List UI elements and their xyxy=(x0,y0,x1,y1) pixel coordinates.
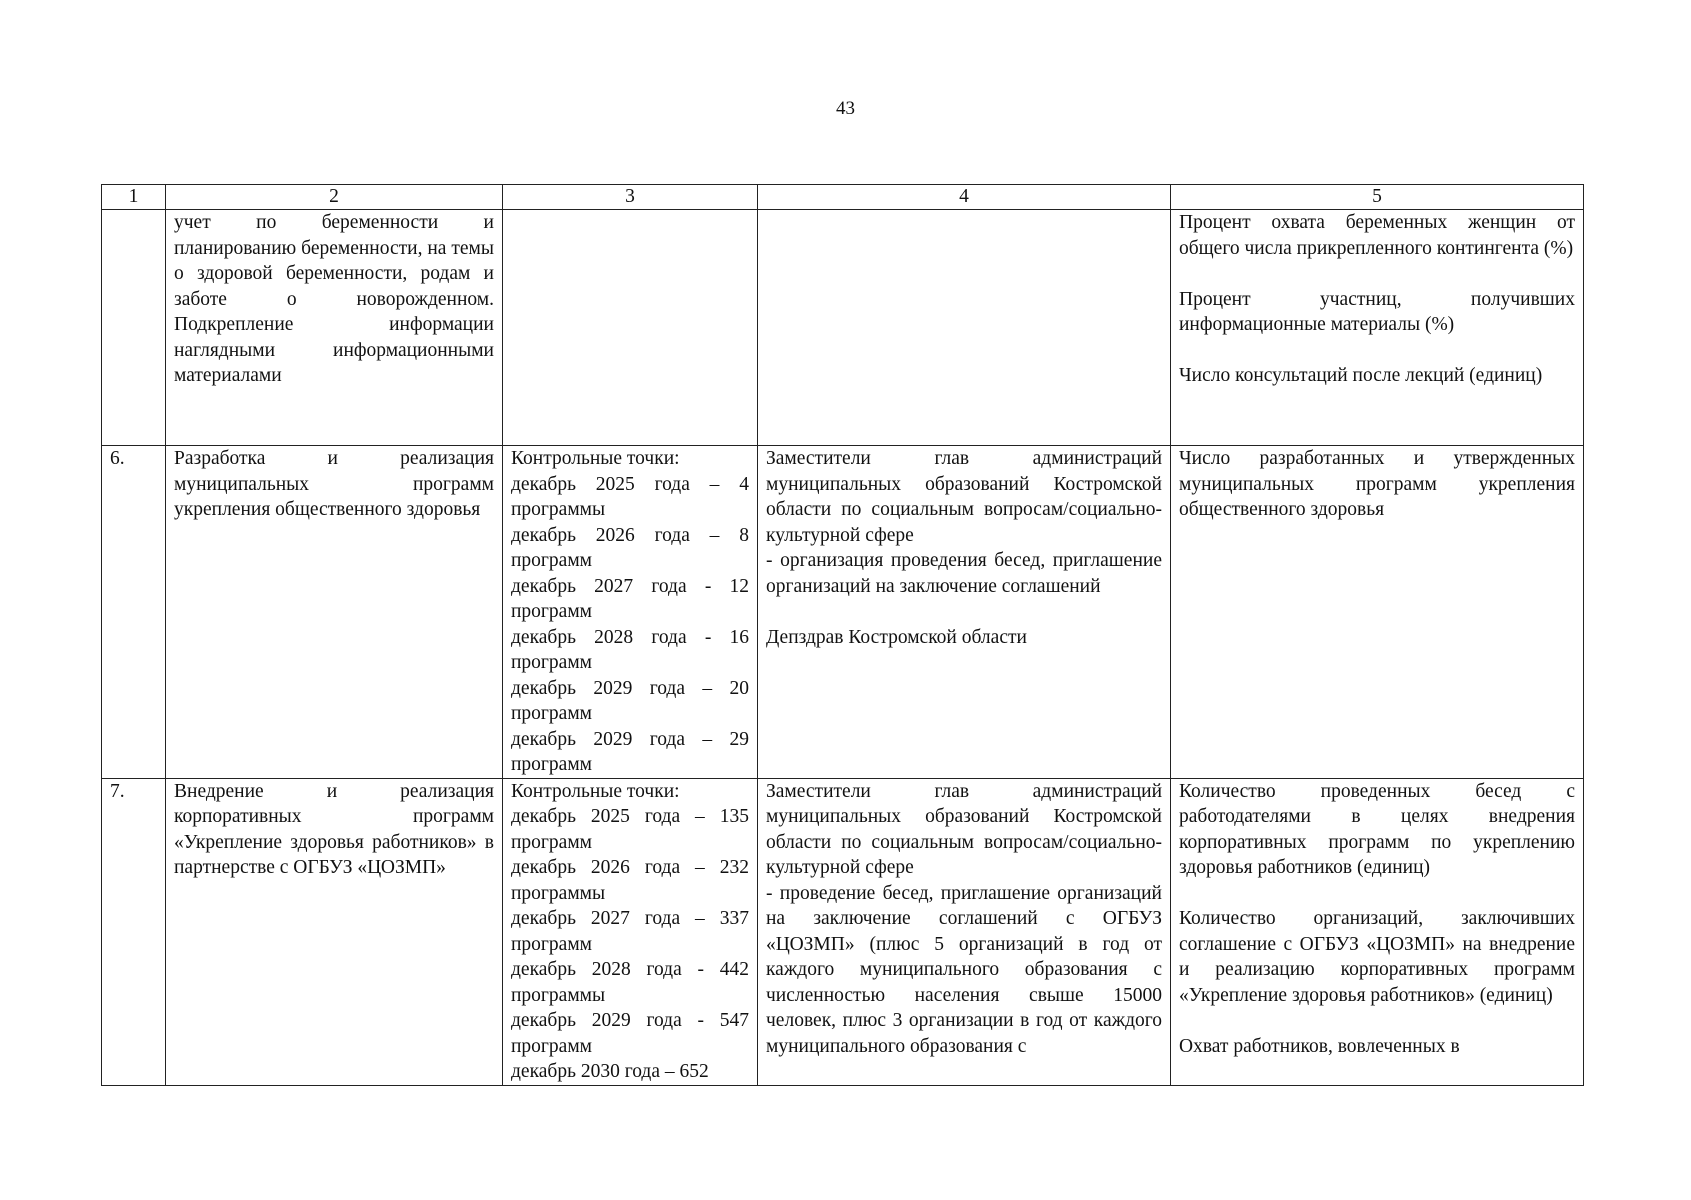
indicator-text: Охват работников, вовлеченных в xyxy=(1179,1035,1460,1057)
row-number: 7. xyxy=(102,778,166,1085)
indicator-text: Число консультаций после лекций (единиц) xyxy=(1179,365,1543,386)
indicators-cell xyxy=(1171,210,1584,446)
table-row xyxy=(102,778,1584,1085)
checkpoint-text: декабрь 2028 года - 16 программ xyxy=(511,626,749,673)
checkpoint-text: декабрь 2029 года – 20 программ xyxy=(511,677,749,724)
responsible-cell xyxy=(758,446,1171,779)
responsible-cell xyxy=(758,210,1171,446)
checkpoint-text: декабрь 2029 года – 29 программ xyxy=(511,728,749,775)
row-number: 6. xyxy=(102,446,166,779)
header-cell: 4 xyxy=(758,185,1171,210)
checkpoints-cell xyxy=(503,778,758,1085)
activity-cell: Внедрение и реализация корпоративных программ «Укрепление здоровья работников» в партнерстве с ОГБУЗ «ЦОЗМП» xyxy=(166,778,503,1085)
checkpoint-text: декабрь 2026 года – 232 программы xyxy=(511,857,749,904)
checkpoint-text: декабрь 2029 года - 547 программ xyxy=(511,1010,749,1057)
page-number: 43 xyxy=(836,98,855,119)
responsible-text: Заместители глав администраций муниципальных образований Костромской области по социальным вопросам/социально-культурной сфере xyxy=(766,780,1162,878)
responsible-text: - организация проведения бесед, приглашение организаций на заключение соглашений xyxy=(766,550,1162,597)
checkpoint-text: Контрольные точки: xyxy=(511,780,680,802)
responsible-text: Депздрав Костромской области xyxy=(766,626,1027,648)
checkpoints-cell xyxy=(503,446,758,779)
checkpoint-text: декабрь 2025 года – 4 программы xyxy=(511,473,749,520)
header-cell: 5 xyxy=(1171,185,1584,210)
activity-cell: Разработка и реализация муниципальных программ укрепления общественного здоровья xyxy=(166,446,503,779)
checkpoint-text: декабрь 2027 года - 12 программ xyxy=(511,575,749,622)
responsible-text: - проведение бесед, приглашение организаций на заключение соглашений с ОГБУЗ «ЦОЗМП» (плюс 5 организаций в год от каждого муниципального образования с численностью населения свыше 15000 человек, плюс 3 организации в год от каждого муниципального образования с xyxy=(766,882,1162,1057)
header-cell: 3 xyxy=(503,185,758,210)
checkpoint-text: декабрь 2027 года – 337 программ xyxy=(511,908,749,955)
header-cell: 1 xyxy=(102,185,166,210)
indicator-text: Количество проведенных бесед с работодателями в целях внедрения корпоративных программ по укреплению здоровья работников (единиц) xyxy=(1179,780,1575,878)
header-cell: 2 xyxy=(166,185,503,210)
indicator-text: Число разработанных и утвержденных муниципальных программ укрепления общественного здоровья xyxy=(1179,448,1575,520)
indicator-text: Процент участниц, получивших информационные материалы (%) xyxy=(1179,288,1575,335)
table-row xyxy=(102,446,1584,779)
checkpoint-text: декабрь 2026 года – 8 программ xyxy=(511,524,749,571)
indicators-cell xyxy=(1171,778,1584,1085)
indicator-text: Количество организаций, заключивших соглашение с ОГБУЗ «ЦОЗМП» на внедрение и реализацию корпоративных программ «Укрепление здоровья работников» (единиц) xyxy=(1179,908,1575,1006)
measures-table xyxy=(101,184,1584,1086)
checkpoint-text: декабрь 2028 года - 442 программы xyxy=(511,959,749,1006)
indicator-text: Процент охвата беременных женщин от общего числа прикрепленного контингента (%) xyxy=(1179,212,1575,259)
table-row xyxy=(102,210,1584,446)
checkpoint-text: Контрольные точки: xyxy=(511,448,680,469)
header-row xyxy=(102,185,1584,210)
checkpoint-text: декабрь 2025 года – 135 программ xyxy=(511,806,749,853)
checkpoints-cell xyxy=(503,210,758,446)
indicators-cell xyxy=(1171,446,1584,779)
responsible-cell xyxy=(758,778,1171,1085)
checkpoint-text: декабрь 2030 года – 652 xyxy=(511,1061,709,1082)
responsible-text: Заместители глав администраций муниципальных образований Костромской области по социальным вопросам/социально-культурной сфере xyxy=(766,448,1162,546)
row-number xyxy=(102,210,166,446)
activity-cell: учет по беременности и планированию беременности, на темы о здоровой беременности, родам и заботе о новорожденном. Подкрепление информации наглядными информационными материалами xyxy=(166,210,503,446)
